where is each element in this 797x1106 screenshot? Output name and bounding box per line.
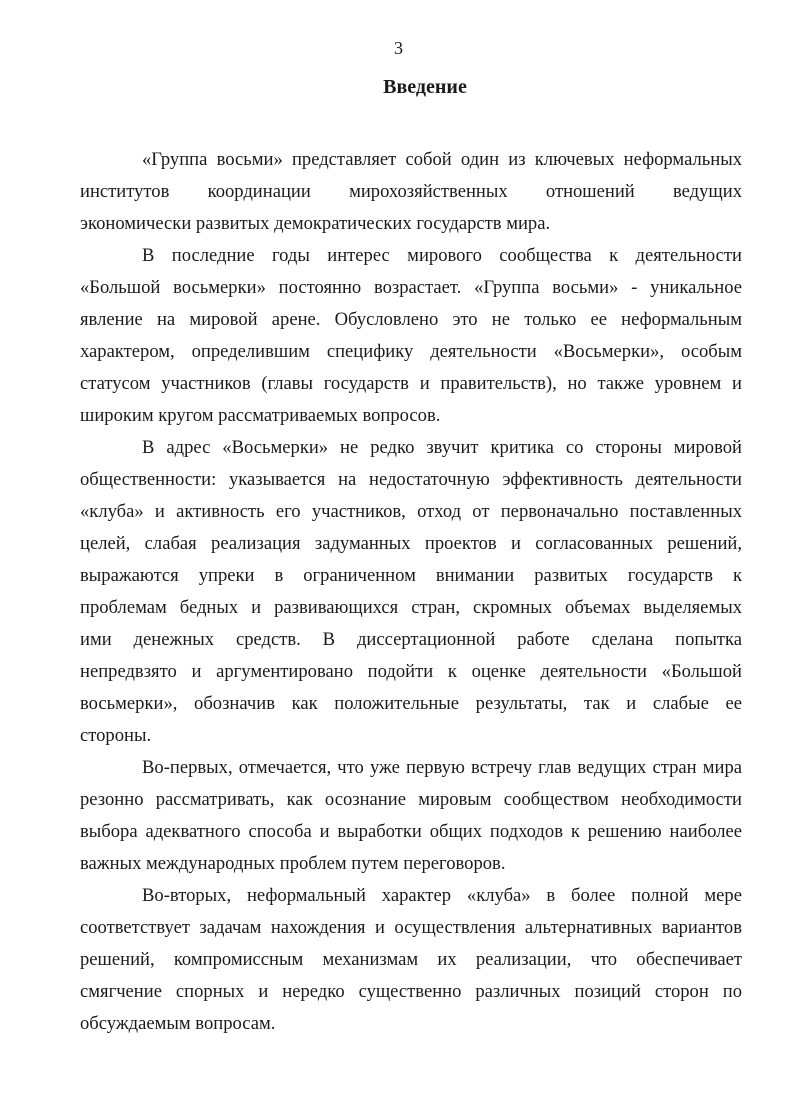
text-line: восьмерки», обозначив как положительные результаты, так и слабые ее (80, 693, 742, 714)
text-line: важных международных проблем путем переговоров. (80, 853, 506, 874)
text-line: выражаются упреки в ограниченном внимании развитых государств к (80, 565, 742, 586)
text-line: стороны. (80, 725, 152, 746)
paragraph (80, 146, 742, 242)
text-line: широким кругом рассматриваемых вопросов. (80, 405, 441, 426)
text-line: целей, слабая реализация задуманных проектов и согласованных решений, (80, 533, 742, 554)
paragraph (80, 754, 742, 882)
text-line: статусом участников (главы государств и правительств), но также уровнем и (80, 373, 742, 394)
text-line: резонно рассматривать, как осознание мировым сообществом необходимости (80, 789, 742, 810)
text-line: В последние годы интерес мирового сообщества к деятельности (142, 245, 742, 266)
text-line: явление на мировой арене. Обусловлено это не только ее неформальным (80, 309, 742, 330)
text-line: характером, определившим специфику деятельности «Восьмерки», особым (80, 341, 742, 362)
text-line: общественности: указывается на недостаточную эффективность деятельности (80, 469, 742, 490)
text-line: Во-первых, отмечается, что уже первую встречу глав ведущих стран мира (142, 757, 742, 778)
paragraph (80, 434, 742, 754)
page-number: 3 (394, 38, 403, 58)
text-line: решений, компромиссным механизмам их реализации, что обеспечивает (80, 949, 742, 970)
text-line: ими денежных средств. В диссертационной работе сделана попытка (80, 629, 742, 650)
text-line: обсуждаемым вопросам. (80, 1013, 276, 1034)
text-line: соответствует задачам нахождения и осуществления альтернативных вариантов (80, 917, 742, 938)
text-line: «Группа восьми» представляет собой один из ключевых неформальных (142, 149, 742, 170)
text-line: Во-вторых, неформальный характер «клуба» в более полной мере (142, 885, 742, 906)
paragraph (80, 242, 742, 434)
text-line: «клуба» и активность его участников, отход от первоначально поставленных (80, 501, 742, 522)
text-line: экономически развитых демократических государств мира. (80, 213, 551, 234)
text-line: «Большой восьмерки» постоянно возрастает. «Группа восьми» - уникальное (80, 277, 742, 298)
text-line: смягчение спорных и нередко существенно различных позиций сторон по (80, 981, 742, 1002)
text-line: непредвзято и аргументировано подойти к оценке деятельности «Большой (80, 661, 742, 682)
paragraph (80, 882, 742, 1042)
text-line: институтов координации мирохозяйственных отношений ведущих (80, 181, 742, 202)
text-line: В адрес «Восьмерки» не редко звучит критика со стороны мировой (142, 437, 742, 458)
section-title: Введение (383, 76, 467, 98)
text-line: проблемам бедных и развивающихся стран, скромных объемах выделяемых (80, 597, 742, 618)
document-body (80, 146, 742, 1042)
text-line: выбора адекватного способа и выработки общих подходов к решению наиболее (80, 821, 742, 842)
